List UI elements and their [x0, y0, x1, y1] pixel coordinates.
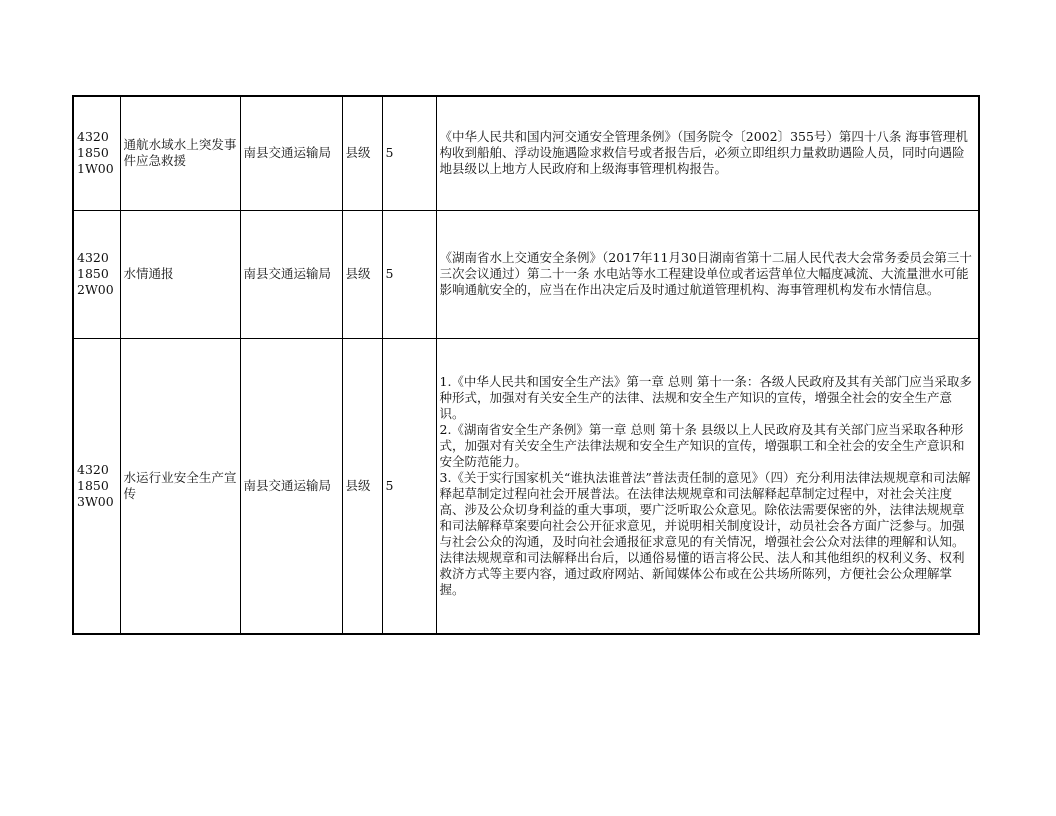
legal-basis-paragraph: 《湖南省水上交通安全条例》（2017年11月30日湖南省第十二届人民代表大会常务委员会第三十三次会议通过）第二十一条 水电站等水工程建设单位或者运营单位大幅度减流、大流量泄水可能影响通航安全的，应当在作出决定后及时通过航道管理机构、海事管理机构发布水情信息。 — [439, 250, 972, 297]
legal-basis-paragraph: 3.《关于实行国家机关“谁执法谁普法”普法责任制的意见》（四）充分利用法律法规规章和司法解释起草制定过程向社会开展普法。在法律法规规章和司法解释起草制定过程中，对社会关注度高、涉及公众切身利益的重大事项，要广泛听取公众意见。除依法需要保密的外，法律法规规章和司法解释草案要向社会公开征求意见，并说明相关制度设计，动员社会各方面广泛参与。加强与社会公众的沟通，及时向社会通报征求意见的有关情况，增强社会公众对法律的理解和认知。法律法规规章和司法解释出台后，以通俗易懂的语言将公民、法人和其他组织的权利义务、权利救济方式等主要内容，通过政府网站、新闻媒体公布或在公共场所陈列，方便社会公众理解掌握。 — [439, 469, 971, 597]
level-cell: 县级 — [342, 210, 382, 338]
department-cell: 南县交通运输局 — [240, 338, 342, 634]
legal-basis-paragraph: 《中华人民共和国内河交通安全管理条例》（国务院令〔2002〕355号）第四十八条 海事管理机构收到船舶、浮动设施遇险求救信号或者报告后，必须立即组织力量救助遇险人员，同时向遇险地县级以上地方人民政府和上级海事管理机构报告。 — [439, 129, 968, 177]
level-cell: 县级 — [342, 96, 382, 210]
number-cell: 5 — [382, 338, 436, 634]
table-row — [73, 96, 979, 210]
item-name-cell: 水情通报 — [120, 210, 240, 338]
legal-basis-cell — [436, 338, 979, 634]
number-cell: 5 — [382, 210, 436, 338]
table-row — [73, 210, 979, 338]
item-name-cell: 通航水域水上突发事件应急救援 — [120, 96, 240, 210]
item-code-cell: 432018501W00 — [73, 96, 120, 210]
legal-basis-paragraph: 1.《中华人民共和国安全生产法》第一章 总则 第十一条：各级人民政府及其有关部门应当采取多种形式，加强对有关安全生产的法律、法规和安全生产知识的宣传，增强全社会的安全生产意识。 — [439, 373, 972, 421]
legal-basis-cell — [436, 210, 979, 338]
responsibility-table — [72, 95, 980, 635]
number-cell: 5 — [382, 96, 436, 210]
item-code-cell: 432018502W00 — [73, 210, 120, 338]
table-row — [73, 338, 979, 634]
department-cell: 南县交通运输局 — [240, 210, 342, 338]
level-cell: 县级 — [342, 338, 382, 634]
department-cell: 南县交通运输局 — [240, 96, 342, 210]
legal-basis-cell — [436, 96, 979, 210]
item-code-cell: 432018503W00 — [73, 338, 120, 634]
item-name-cell: 水运行业安全生产宣传 — [120, 338, 240, 634]
legal-basis-paragraph: 2.《湖南省安全生产条例》第一章 总则 第十条 县级以上人民政府及其有关部门应当采取各种形式，加强对有关安全生产法律法规和安全生产知识的宣传，增强职工和全社会的安全生产意识和安全防范能力。 — [439, 421, 965, 469]
